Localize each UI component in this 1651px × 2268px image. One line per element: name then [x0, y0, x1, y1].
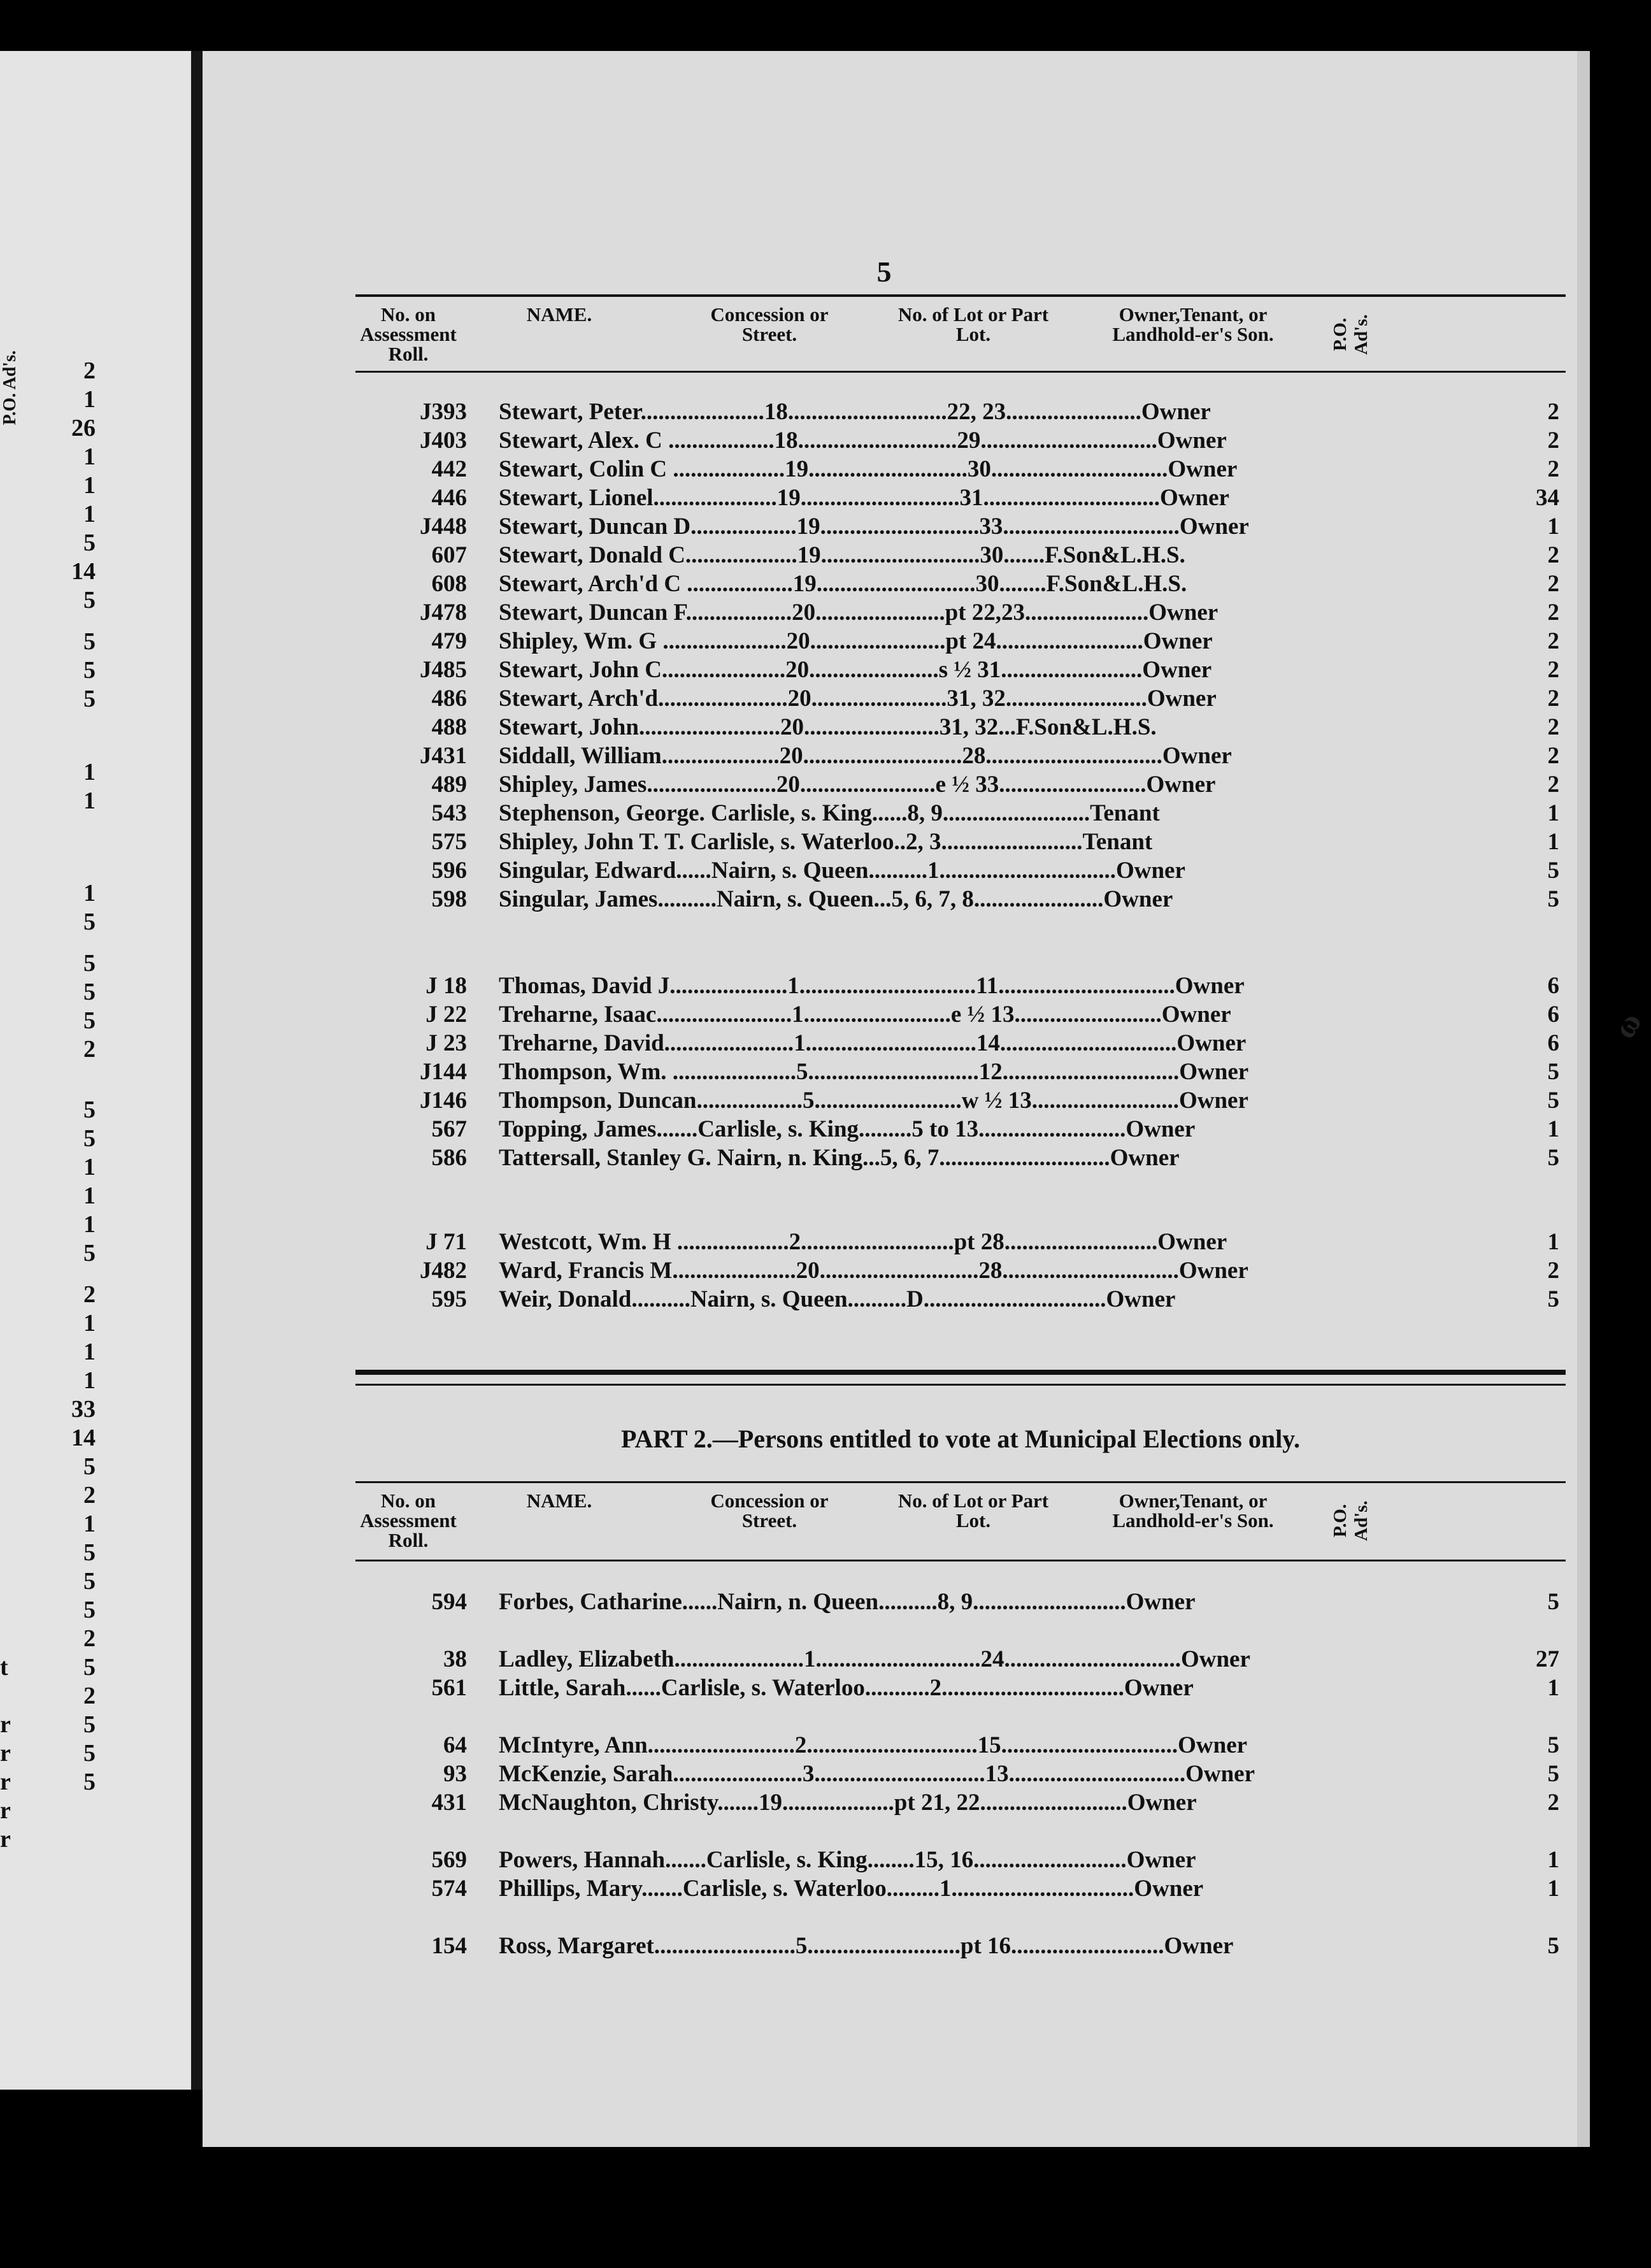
list-item — [355, 484, 1566, 512]
facing-page-value: 5 — [83, 1654, 96, 1681]
po-address: 2 — [1547, 571, 1559, 597]
roll-number: 93 — [443, 1761, 467, 1787]
list-item — [355, 628, 1566, 656]
entry-text: Shipley, Wm. G .....................20.......................pt 24.........................Owner — [499, 628, 1213, 654]
po-address: 1 — [1547, 800, 1559, 826]
facing-page-value: 1 — [83, 501, 96, 528]
facing-page-letter: r — [0, 1711, 11, 1738]
po-address: 27 — [1536, 1646, 1559, 1672]
list-item — [355, 1789, 1566, 1817]
column-header-concession: Concession or Street. — [710, 1489, 829, 1532]
po-address: 2 — [1547, 456, 1559, 482]
column-header-concession: Concession or Street. — [710, 303, 829, 345]
facing-page-value: 5 — [83, 1568, 96, 1595]
facing-page-value: 1 — [83, 472, 96, 499]
list-item — [355, 570, 1566, 598]
po-address: 34 — [1536, 485, 1559, 511]
facing-page-value: 5 — [83, 1597, 96, 1623]
facing-page-value: 5 — [83, 1007, 96, 1034]
facing-page-value: 1 — [83, 759, 96, 786]
list-item — [355, 800, 1566, 828]
po-address: 6 — [1547, 973, 1559, 999]
facing-page-value: 5 — [83, 1240, 96, 1267]
facing-page-value: 14 — [71, 1425, 96, 1451]
entry-text: McKenzie, Sarah......................3.............................13..............................Owner — [499, 1761, 1255, 1787]
entry-text: Stephenson, George. Carlisle, s. King......8, 9.........................Tenant — [499, 800, 1160, 826]
po-address: 5 — [1547, 1761, 1559, 1787]
list-item — [355, 1286, 1566, 1314]
facing-page-value: 1 — [83, 1154, 96, 1181]
roll-number: 586 — [431, 1145, 467, 1171]
list-item — [355, 1732, 1566, 1760]
entry-text: McIntyre, Ann.........................2.............................15..............................Owner — [499, 1732, 1248, 1758]
entry-text: Ross, Margaret........................5..........................pt 16..........................Owner — [499, 1933, 1234, 1959]
po-address: 2 — [1547, 628, 1559, 654]
entry-text: Stewart, Colin C ...................19...........................30..............................Owner — [499, 456, 1238, 482]
list-item — [355, 1001, 1566, 1029]
po-address: 5 — [1547, 858, 1559, 884]
roll-number: 486 — [431, 685, 467, 712]
list-item — [355, 972, 1566, 1000]
roll-number: 596 — [431, 858, 467, 884]
facing-page-value: 5 — [83, 1769, 96, 1795]
roll-number: J 23 — [425, 1030, 467, 1056]
entry-text: Treharne, David......................1.............................14..............................Owner — [499, 1030, 1247, 1056]
entry-text: Ladley, Elizabeth......................1............................24..............................Owner — [499, 1646, 1250, 1672]
roll-number: 561 — [431, 1675, 467, 1701]
po-address: 2 — [1547, 1258, 1559, 1284]
po-address: 2 — [1547, 1790, 1559, 1816]
roll-number: 569 — [431, 1847, 467, 1873]
roll-number: 574 — [431, 1876, 467, 1902]
roll-number: 446 — [431, 485, 467, 511]
facing-page-value: 1 — [83, 787, 96, 814]
facing-page-value: 5 — [83, 587, 96, 614]
list-item — [355, 398, 1566, 426]
page — [203, 51, 1648, 2147]
facing-page-value: 5 — [83, 1096, 96, 1123]
list-item — [355, 1030, 1566, 1058]
list-item — [355, 685, 1566, 713]
facing-page-value: 5 — [83, 1539, 96, 1566]
facing-page-value: 1 — [83, 880, 96, 907]
list-item — [355, 857, 1566, 885]
roll-number: 488 — [431, 714, 467, 740]
list-item — [355, 1116, 1566, 1144]
entry-text: Stewart, Arch'd C ..................19...........................30........F.Son&L.H.S. — [499, 571, 1187, 597]
list-item — [355, 1058, 1566, 1086]
po-address: 1 — [1547, 1229, 1559, 1255]
roll-number: 431 — [431, 1790, 467, 1816]
column-header-po: P.O. Ad's. — [1330, 314, 1371, 355]
column-header-roll-number: No. on Assessment Roll. — [360, 303, 457, 365]
facing-page-value: 1 — [83, 1310, 96, 1337]
po-address: 2 — [1547, 399, 1559, 425]
roll-number: J485 — [420, 657, 467, 683]
roll-number: J146 — [420, 1087, 467, 1114]
roll-number: J448 — [420, 513, 467, 540]
entry-text: Siddall, William....................20...........................28..............................Owner — [499, 743, 1232, 769]
column-header-name: NAME. — [526, 303, 592, 326]
roll-number: J478 — [420, 599, 467, 626]
roll-number: 608 — [431, 571, 467, 597]
roll-number: 489 — [431, 772, 467, 798]
roll-number: 154 — [431, 1933, 467, 1959]
po-address: 5 — [1547, 1059, 1559, 1085]
list-item — [355, 456, 1566, 484]
facing-page-value: 5 — [83, 979, 96, 1005]
list-item — [355, 1646, 1566, 1674]
list-item — [355, 656, 1566, 684]
entry-text: Little, Sarah......Carlisle, s. Waterloo...........2...............................Owner — [499, 1675, 1194, 1701]
entry-text: Singular, James..........Nairn, s. Queen...5, 6, 7, 8......................Owner — [499, 886, 1173, 912]
entry-text: Thompson, Wm. .....................5.............................12..............................Owner — [499, 1059, 1249, 1085]
facing-page-value: 5 — [83, 1711, 96, 1738]
column-header-name: NAME. — [526, 1489, 592, 1512]
facing-page-value: 5 — [83, 529, 96, 556]
entry-text: Stewart, Donald C...................19...........................30.......F.Son&L.H.S. — [499, 542, 1185, 568]
facing-page-letter: r — [0, 1826, 11, 1853]
po-address: 5 — [1547, 1286, 1559, 1312]
po-address: 1 — [1547, 1876, 1559, 1902]
list-item — [355, 1760, 1566, 1788]
entry-text: Singular, Edward......Nairn, s. Queen..........1..............................Owner — [499, 858, 1185, 884]
part-separator-rule-thin — [355, 1384, 1566, 1386]
entry-text: Stewart, Peter.....................18...........................22, 23.......................Owner — [499, 399, 1211, 425]
po-address: 2 — [1547, 657, 1559, 683]
po-address: 1 — [1547, 1847, 1559, 1873]
facing-page-value: 1 — [83, 1511, 96, 1537]
facing-page-letter: r — [0, 1769, 11, 1795]
roll-number: J403 — [420, 427, 467, 454]
list-item — [355, 828, 1566, 856]
roll-number: 575 — [431, 829, 467, 855]
entry-text: Stewart, John........................20.......................31, 32...F.Son&L.H.S. — [499, 714, 1157, 740]
entry-text: Treharne, Isaac.......................1.........................e ½ 13.........................Owner — [499, 1001, 1231, 1028]
entry-text: Stewart, Arch'd......................20.......................31, 32........................Owner — [499, 685, 1217, 712]
list-item — [355, 1875, 1566, 1903]
po-address: 5 — [1547, 1589, 1559, 1615]
roll-number: 38 — [443, 1646, 467, 1672]
entry-text: Stewart, Alex. C ..................18...........................29..............................Owner — [499, 427, 1227, 454]
facing-page-value: 5 — [83, 1453, 96, 1480]
facing-page-value: 5 — [83, 908, 96, 935]
facing-page-value: 5 — [83, 1740, 96, 1767]
facing-page-value: 1 — [83, 1367, 96, 1394]
entry-text: Shipley, John T. T. Carlisle, s. Waterloo..2, 3........................Tenant — [499, 829, 1153, 855]
roll-number: J 18 — [425, 973, 467, 999]
facing-page-value: 1 — [83, 1339, 96, 1365]
po-address: 6 — [1547, 1030, 1559, 1056]
roll-number: 64 — [443, 1732, 467, 1758]
list-item — [355, 1588, 1566, 1616]
list-item — [355, 1846, 1566, 1874]
roll-number: 543 — [431, 800, 467, 826]
po-address: 2 — [1547, 714, 1559, 740]
facing-page-value: 2 — [83, 1683, 96, 1709]
roll-number: J 22 — [425, 1001, 467, 1028]
list-item — [355, 1257, 1566, 1285]
roll-number: J 71 — [425, 1229, 467, 1255]
list-item — [355, 1932, 1566, 1960]
page-edge — [1577, 51, 1590, 2147]
roll-number: 479 — [431, 628, 467, 654]
facing-page-value: 1 — [83, 1211, 96, 1238]
list-item — [355, 599, 1566, 627]
roll-number: 595 — [431, 1286, 467, 1312]
list-item — [355, 427, 1566, 455]
roll-number: 607 — [431, 542, 467, 568]
facing-page-value: 5 — [83, 628, 96, 655]
entry-text: Stewart, Duncan F..................20......................pt 22,23.....................Owner — [499, 599, 1219, 626]
entry-text: Weir, Donald..........Nairn, s. Queen..........D...............................Owner — [499, 1286, 1176, 1312]
po-address: 2 — [1547, 685, 1559, 712]
page-number: 5 — [876, 255, 892, 288]
facing-page-value: 2 — [83, 1036, 96, 1063]
roll-number: J144 — [420, 1059, 467, 1085]
facing-page-value: 1 — [83, 386, 96, 413]
po-address: 2 — [1547, 743, 1559, 769]
list-item — [355, 513, 1566, 541]
facing-page-value: 14 — [71, 558, 96, 585]
facing-page — [0, 51, 191, 2090]
facing-page-value: 1 — [83, 443, 96, 470]
list-item — [355, 1674, 1566, 1702]
entry-text: Stewart, Duncan D..................19...........................33..............................Owner — [499, 513, 1249, 540]
entry-text: Phillips, Mary.......Carlisle, s. Waterloo.........1...............................Owner — [499, 1876, 1204, 1902]
part2-header-top-rule — [355, 1481, 1566, 1483]
page-content — [203, 51, 1648, 2147]
po-address: 5 — [1547, 886, 1559, 912]
entry-text: Westcott, Wm. H ...................2..........................pt 28..........................Owner — [499, 1229, 1227, 1255]
entry-text: McNaughton, Christy.......19...................pt 21, 22.........................Owner — [499, 1790, 1197, 1816]
roll-number: J482 — [420, 1258, 467, 1284]
facing-page-letter: t — [0, 1654, 8, 1681]
facing-page-value: 2 — [83, 1482, 96, 1509]
entry-text: Shipley, James......................20.......................e ½ 33.........................Owner — [499, 772, 1216, 798]
po-address: 5 — [1547, 1933, 1559, 1959]
list-item — [355, 742, 1566, 770]
po-address: 1 — [1547, 829, 1559, 855]
po-address: 2 — [1547, 772, 1559, 798]
list-item — [355, 1228, 1566, 1256]
po-address: 2 — [1547, 542, 1559, 568]
list-item — [355, 1087, 1566, 1115]
entry-text: Tattersall, Stanley G. Nairn, n. King...5, 6, 7.............................Owner — [499, 1145, 1180, 1171]
facing-page-value: 5 — [83, 657, 96, 684]
facing-page-value: 2 — [83, 357, 96, 384]
list-item — [355, 714, 1566, 742]
roll-number: J393 — [420, 399, 467, 425]
page-gutter — [191, 51, 203, 2090]
facing-page-value: 2 — [83, 1625, 96, 1652]
column-header-lot: No. of Lot or Part Lot. — [897, 1489, 1049, 1532]
column-header-lot: No. of Lot or Part Lot. — [897, 303, 1049, 345]
list-item — [355, 886, 1566, 914]
roll-number: 598 — [431, 886, 467, 912]
po-address: 2 — [1547, 599, 1559, 626]
entry-text: Forbes, Catharine......Nairn, n. Queen..........8, 9..........................Owner — [499, 1589, 1196, 1615]
facing-page-value: 26 — [71, 415, 96, 441]
column-header-po: P.O. Ad's. — [1330, 1500, 1371, 1541]
po-address: 1 — [1547, 1675, 1559, 1701]
header-top-rule — [355, 294, 1566, 297]
column-header-owner-tenant: Owner,Tenant, or Landhold-er's Son. — [1112, 1489, 1274, 1532]
facing-page-value: 1 — [83, 1182, 96, 1209]
list-item — [355, 1144, 1566, 1172]
facing-page-value: 33 — [71, 1396, 96, 1423]
roll-number: 567 — [431, 1116, 467, 1142]
entry-text: Stewart, John C.....................20......................s ½ 31........................Owner — [499, 657, 1212, 683]
part2-header-bottom-rule — [355, 1560, 1566, 1561]
facing-page-letter: r — [0, 1740, 11, 1767]
facing-page-value: 2 — [83, 1281, 96, 1308]
facing-page-value: 5 — [83, 950, 96, 977]
po-address: 1 — [1547, 513, 1559, 540]
column-header-owner-tenant: Owner,Tenant, or Landhold-er's Son. — [1112, 303, 1274, 345]
entry-text: Thomas, David J....................1..............................11..............................Owner — [499, 973, 1245, 999]
po-address: 5 — [1547, 1145, 1559, 1171]
margin-mark: ω — [1605, 1006, 1648, 1044]
column-header-roll-number: No. on Assessment Roll. — [360, 1489, 457, 1551]
entry-text: Thompson, Duncan..................5.........................w ½ 13.........................Owner — [499, 1087, 1248, 1114]
roll-number: J431 — [420, 743, 467, 769]
part-separator-rule — [355, 1370, 1566, 1375]
po-address: 6 — [1547, 1001, 1559, 1028]
list-item — [355, 542, 1566, 570]
facing-page-value: 5 — [83, 1125, 96, 1152]
list-item — [355, 771, 1566, 799]
entry-text: Stewart, Lionel.....................19...........................31..............................Owner — [499, 485, 1229, 511]
entry-text: Topping, James.......Carlisle, s. King.........5 to 13.........................Owner — [499, 1116, 1196, 1142]
entry-text: Powers, Hannah.......Carlisle, s. King........15, 16..........................Owner — [499, 1847, 1196, 1873]
po-address: 5 — [1547, 1732, 1559, 1758]
po-address: 2 — [1547, 427, 1559, 454]
facing-page-value: 5 — [83, 685, 96, 712]
part2-title: PART 2.—Persons entitled to vote at Municipal Elections only. — [621, 1425, 1300, 1453]
roll-number: 594 — [431, 1589, 467, 1615]
roll-number: 442 — [431, 456, 467, 482]
facing-page-column-header: P.O. Ad's. — [0, 350, 20, 426]
po-address: 5 — [1547, 1087, 1559, 1114]
po-address: 1 — [1547, 1116, 1559, 1142]
header-bottom-rule — [355, 371, 1566, 373]
facing-page-letter: r — [0, 1797, 11, 1824]
entry-text: Ward, Francis M.....................20...........................28..............................Owner — [499, 1258, 1248, 1284]
